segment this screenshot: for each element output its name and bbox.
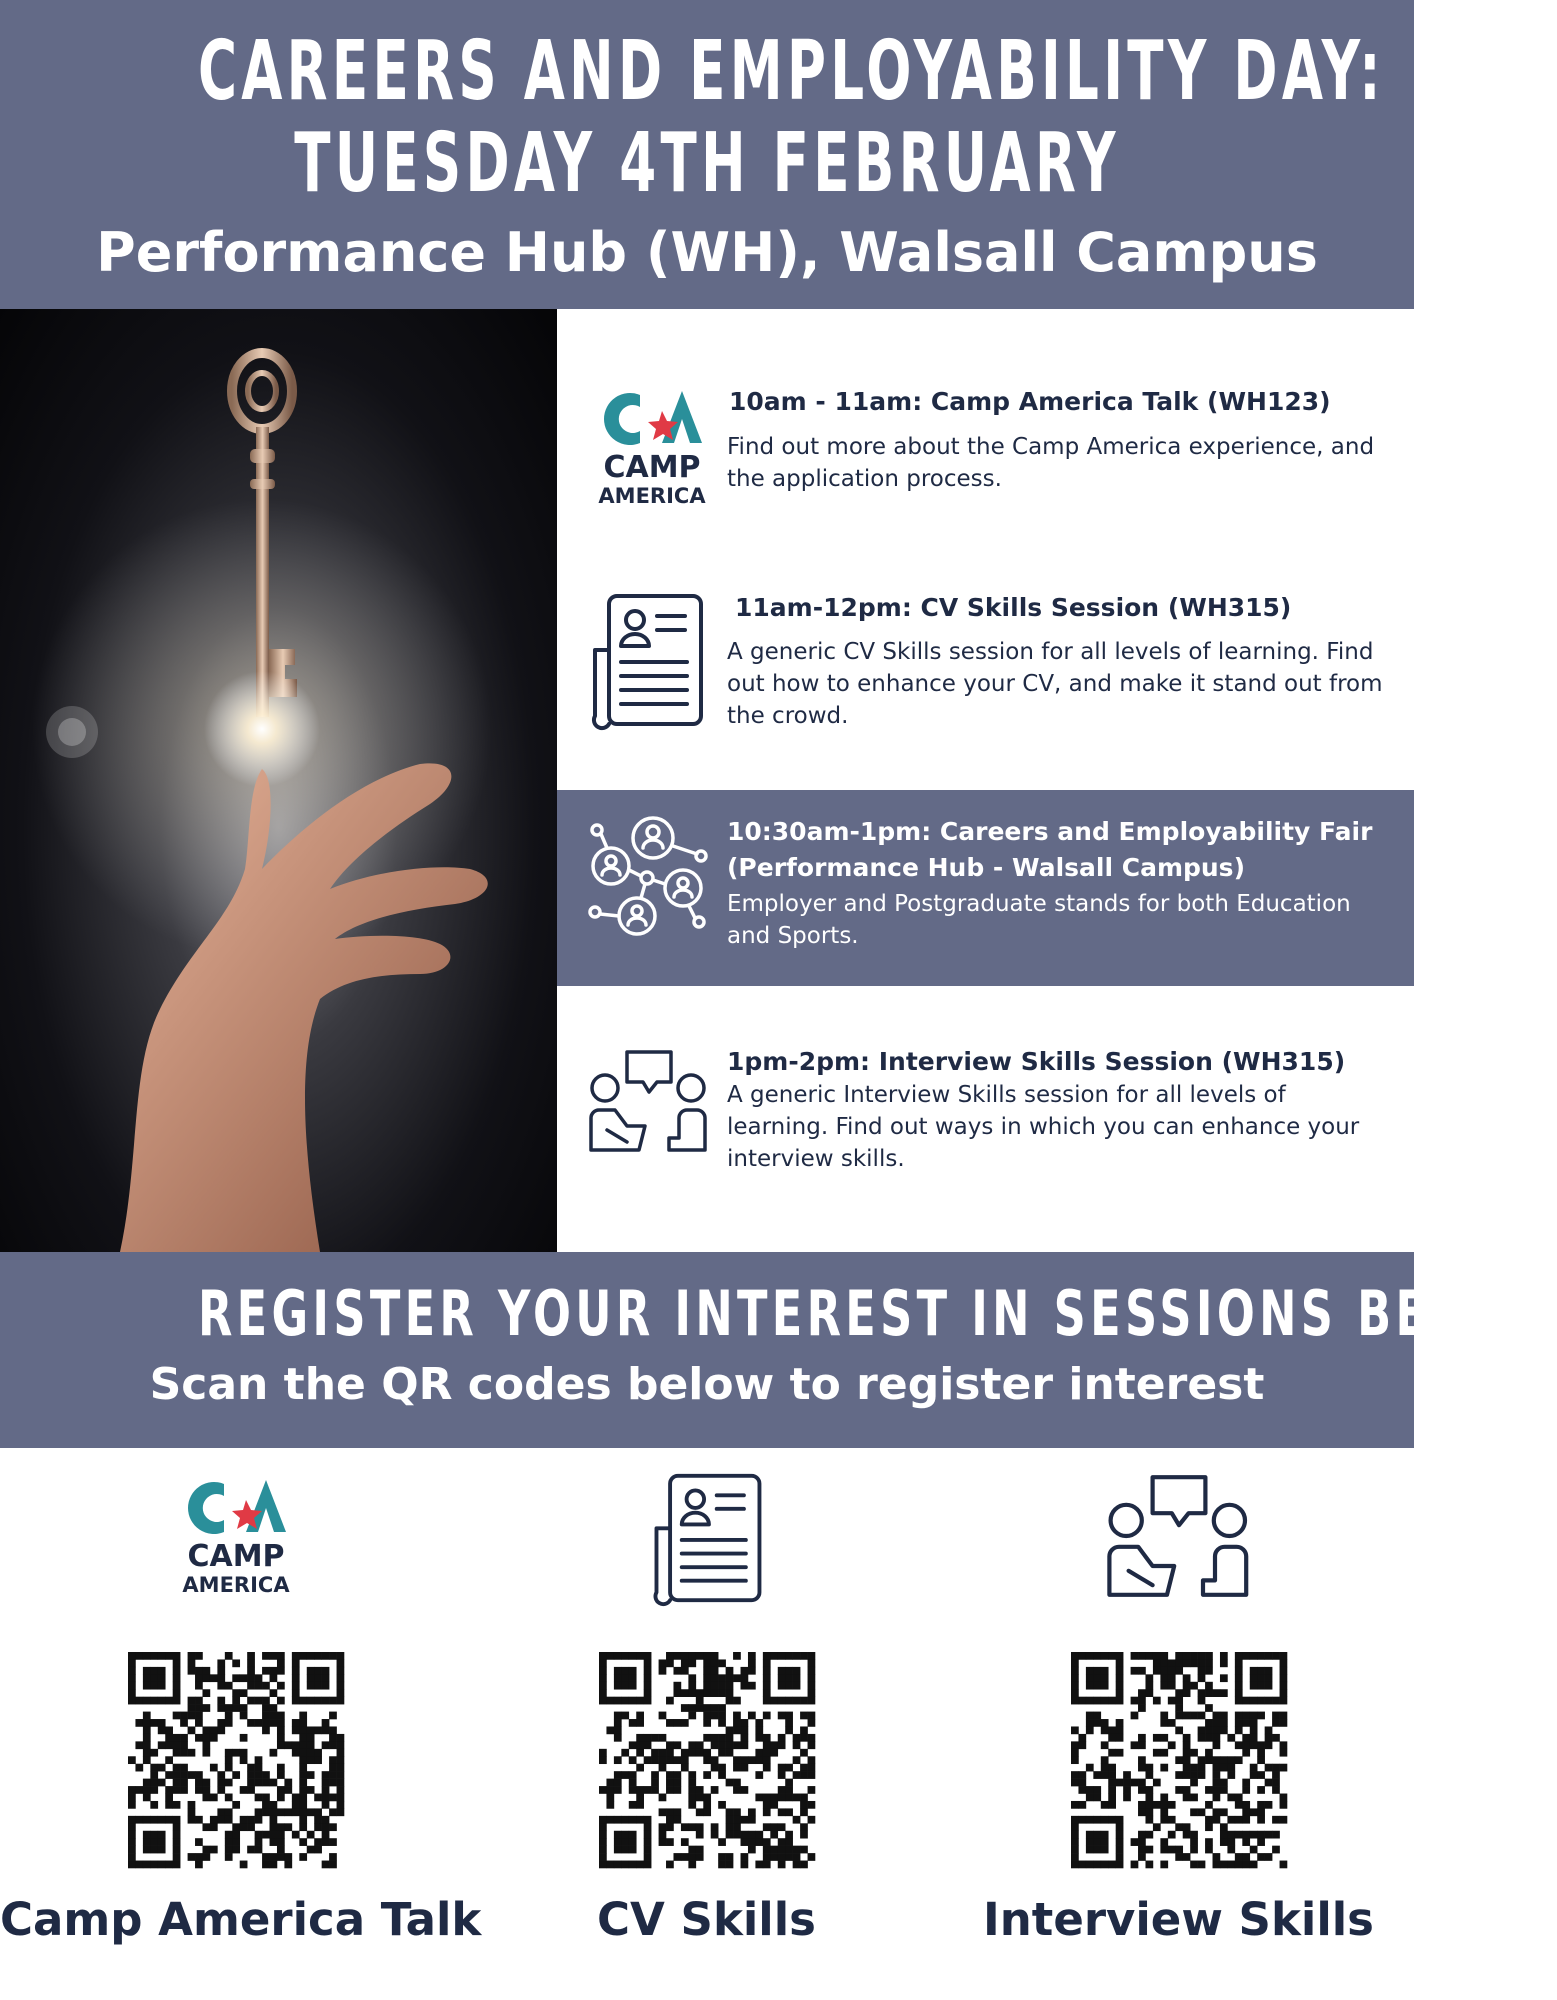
qr-column-cv-skills [471,1448,942,2000]
camp-america-logo [176,1470,296,1600]
qr-label: Camp America Talk [0,1893,482,1946]
event-venue: Performance Hub (WH), Walsall Campus [96,221,1318,284]
register-subtitle: Scan the QR codes below to register interest [149,1359,1265,1410]
svg-text:AMERICA: AMERICA [598,484,706,508]
session-title: 10am - 11am: Camp America Talk (WH123) [729,387,1331,416]
session-camp-america [557,309,1414,514]
event-title-line2: TUESDAY 4TH FEBRUARY [294,116,1120,211]
session-title-location: (Performance Hub - Walsall Campus) [727,853,1245,882]
session-description: Employer and Postgraduate stands for both Education and Sports. [727,891,1351,949]
qr-label: Interview Skills [983,1893,1374,1946]
session-careers-fair [557,790,1414,986]
key-hand-photo [0,309,557,1252]
event-title-line1: CAREERS AND EMPLOYABILITY DAY: [197,24,1385,119]
interview-people-icon [587,1046,711,1156]
svg-text:AMERICA: AMERICA [181,1573,290,1597]
session-title: 1pm-2pm: Interview Skills Session (WH315) [727,1047,1346,1076]
qr-label: CV Skills [597,1893,816,1946]
session-title: 10:30am-1pm: Careers and Employability Fair [727,817,1373,846]
session-cv-skills [557,514,1414,790]
register-banner [0,1252,1557,1448]
qr-column-interview-skills [943,1448,1414,2000]
session-description: A generic CV Skills session for all levels of learning. Find out how to enhance your CV, and make it stand out from the crowd. [727,639,1383,729]
cv-document-icon [587,590,707,730]
qr-column-camp-america [0,1448,482,2000]
cv-document-icon [647,1470,767,1606]
session-description: Find out more about the Camp America experience, and the application process. [727,434,1375,492]
svg-text:CAMP: CAMP [186,1539,285,1574]
network-people-icon [587,814,709,940]
register-title: REGISTER YOUR INTEREST IN SESSIONS BELOW [197,1277,1557,1350]
session-description: A generic Interview Skills session for all levels of learning. Find out ways in which you can enhance your interview skills. [727,1082,1360,1172]
camp-america-logo [592,381,712,511]
session-title: 11am-12pm: CV Skills Session (WH315) [735,593,1292,622]
interview-people-icon [1104,1470,1254,1602]
qr-code-interview-skills[interactable] [1071,1652,1287,1868]
header-banner [0,0,1414,309]
qr-code-camp-america[interactable] [128,1652,344,1868]
svg-text:CAMP: CAMP [603,450,701,485]
qr-code-cv-skills[interactable] [599,1652,815,1868]
session-interview-skills [557,986,1414,1252]
